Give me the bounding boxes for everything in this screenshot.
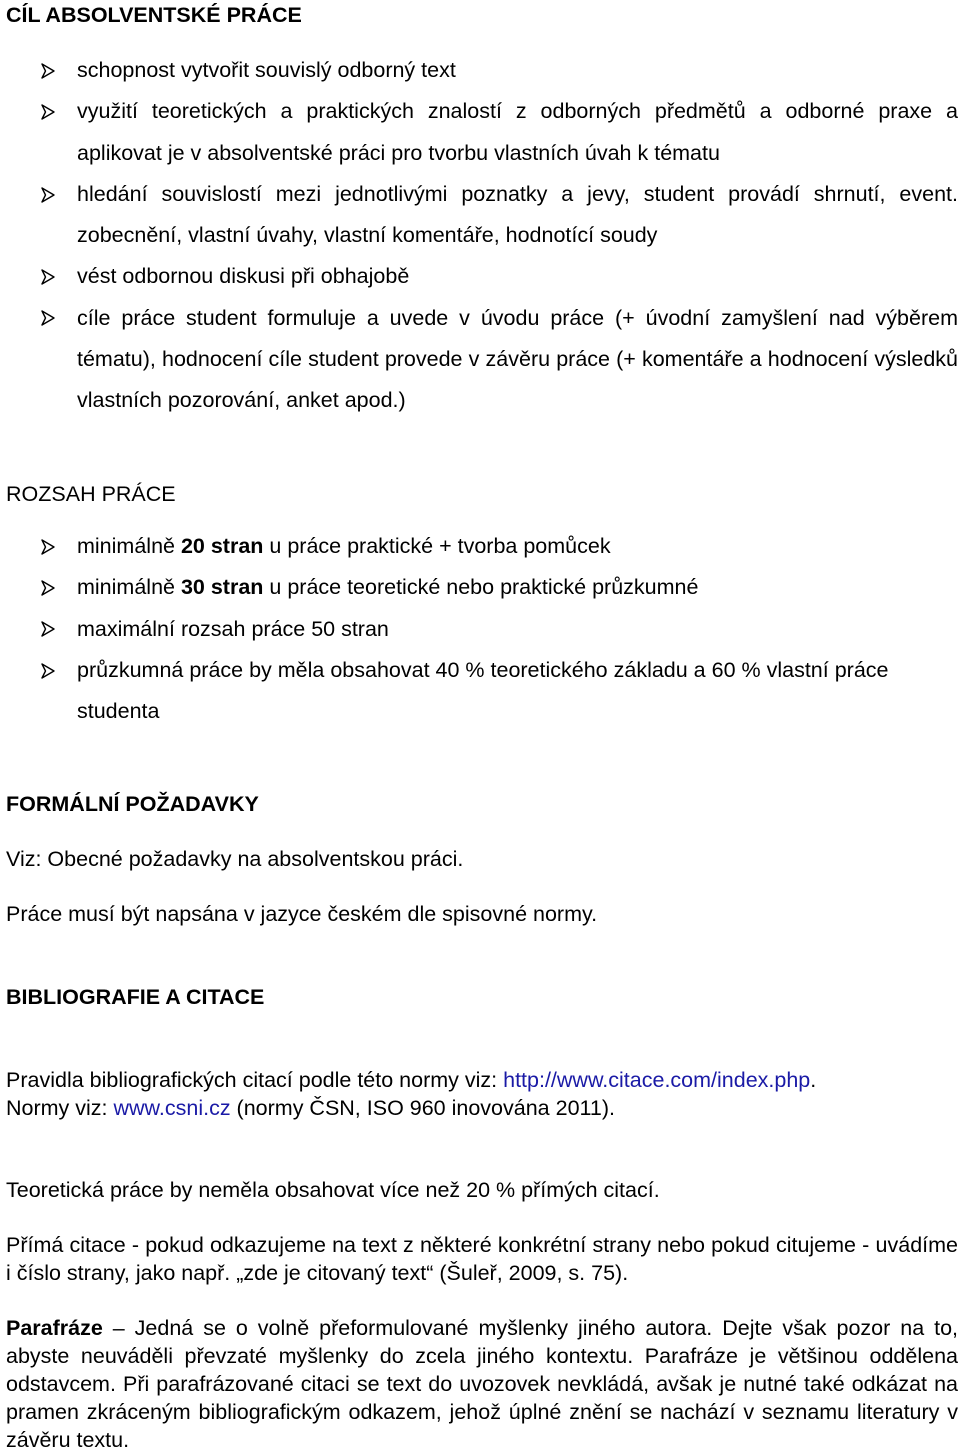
- direct-citation-paragraph: Přímá citace - pokud odkazujeme na text z některé konkrétní strany nebo pokud citujeme - uvádíme i číslo strany, jako např. „zde je citovaný text“ (Šuleř, 2009, s. 75).: [6, 1233, 958, 1285]
- list-item-text: hledání souvislostí mezi jednotlivými poznatky a jevy, student provádí shrnutí, event. zobecnění, vlastní úvahy, vlastní komentáře, hodnotící soudy: [77, 181, 958, 248]
- direct-citation-limit: Teoretická práce by neměla obsahovat více než 20 % přímých citací.: [6, 1178, 660, 1202]
- list-item: [0, 256, 960, 297]
- list-item-text: minimálně 30 stran u práce teoretické nebo praktické průzkumné: [77, 575, 699, 600]
- csni-link[interactable]: www.csni.cz: [113, 1096, 231, 1120]
- arrowhead-bullet-icon: [40, 567, 60, 608]
- arrowhead-bullet-icon: [40, 526, 60, 567]
- list-item: [0, 50, 960, 91]
- list-item-text: vést odbornou diskusi při obhajobě: [77, 264, 410, 289]
- list-item: [0, 650, 960, 733]
- paraphrase-term: Parafráze: [6, 1316, 103, 1340]
- list-item: [0, 526, 960, 567]
- arrowhead-bullet-icon: [40, 298, 60, 339]
- list-item: [0, 567, 960, 608]
- list-item: [0, 91, 960, 174]
- page-count-min-practical: 20 stran: [180, 534, 264, 558]
- list-item: [0, 174, 960, 257]
- arrowhead-bullet-icon: [40, 174, 60, 215]
- citace-link[interactable]: http://www.citace.com/index.php: [503, 1068, 811, 1092]
- goal-list: [0, 50, 960, 422]
- citation-rules-paragraph: Pravidla bibliografických citací podle této normy viz: http://www.citace.com/index.php. Normy viz: www.csni.cz (normy ČSN, ISO 960 inovována 2011).: [6, 1068, 817, 1120]
- list-item: [0, 609, 960, 650]
- list-item-text: průzkumná práce by měla obsahovat 40 % teoretického základu a 60 % vlastní práce studenta: [77, 657, 889, 724]
- page-count-min-theoretical: 30 stran: [180, 575, 264, 600]
- list-item-text: cíle práce student formuluje a uvede v úvodu práce (+ úvodní zamyšlení nad výběrem tématu), hodnocení cíle student provede v závěru práce (+ komentáře a hodnocení výsledků vlastních pozorování, anket apod.): [77, 305, 958, 413]
- list-item-text: využití teoretických a praktických znalostí z odborných předmětů a odborné praxe a aplikovat je v absolventské práci pro tvorbu vlastních úvah k tématu: [77, 99, 958, 165]
- arrowhead-bullet-icon: [40, 91, 60, 132]
- arrowhead-bullet-icon: [40, 650, 60, 691]
- section-heading-formal: FORMÁLNÍ POŽADAVKY: [6, 792, 259, 816]
- list-item: [0, 298, 960, 422]
- paraphrase-paragraph: Parafráze – Jedná se o volně přeformulované myšlenky jiného autora. Dejte však pozor na to, abyste neuváděli převzaté myšlenky do zcela jiného kontextu. Parafráze je většinou oddělena odstavcem. Při parafrázované citaci se text do uvozovek nevkládá, avšak je nutné také odkázat na pramen zkráceným bibliografickým odkazem, jehož úplné znění se nachází v seznamu literatury v závěru textu.: [6, 1316, 958, 1452]
- section-heading-biblio: BIBLIOGRAFIE A CITACE: [6, 985, 265, 1009]
- arrowhead-bullet-icon: [40, 50, 60, 91]
- arrowhead-bullet-icon: [40, 609, 60, 650]
- section-heading-goal: CÍL ABSOLVENTSKÉ PRÁCE: [6, 3, 302, 27]
- formal-requirements-line: Viz: Obecné požadavky na absolventskou práci.: [6, 847, 464, 871]
- list-item-text: minimálně 20 stran u práce praktické + tvorba pomůcek: [77, 534, 611, 558]
- list-item-text: schopnost vytvořit souvislý odborný text: [77, 58, 456, 82]
- formal-language-line: Práce musí být napsána v jazyce českém dle spisovné normy.: [6, 902, 598, 926]
- scope-list: [0, 526, 960, 732]
- arrowhead-bullet-icon: [40, 256, 60, 297]
- section-heading-scope: ROZSAH PRÁCE: [6, 482, 176, 506]
- list-item-text: maximální rozsah práce 50 stran: [77, 616, 389, 641]
